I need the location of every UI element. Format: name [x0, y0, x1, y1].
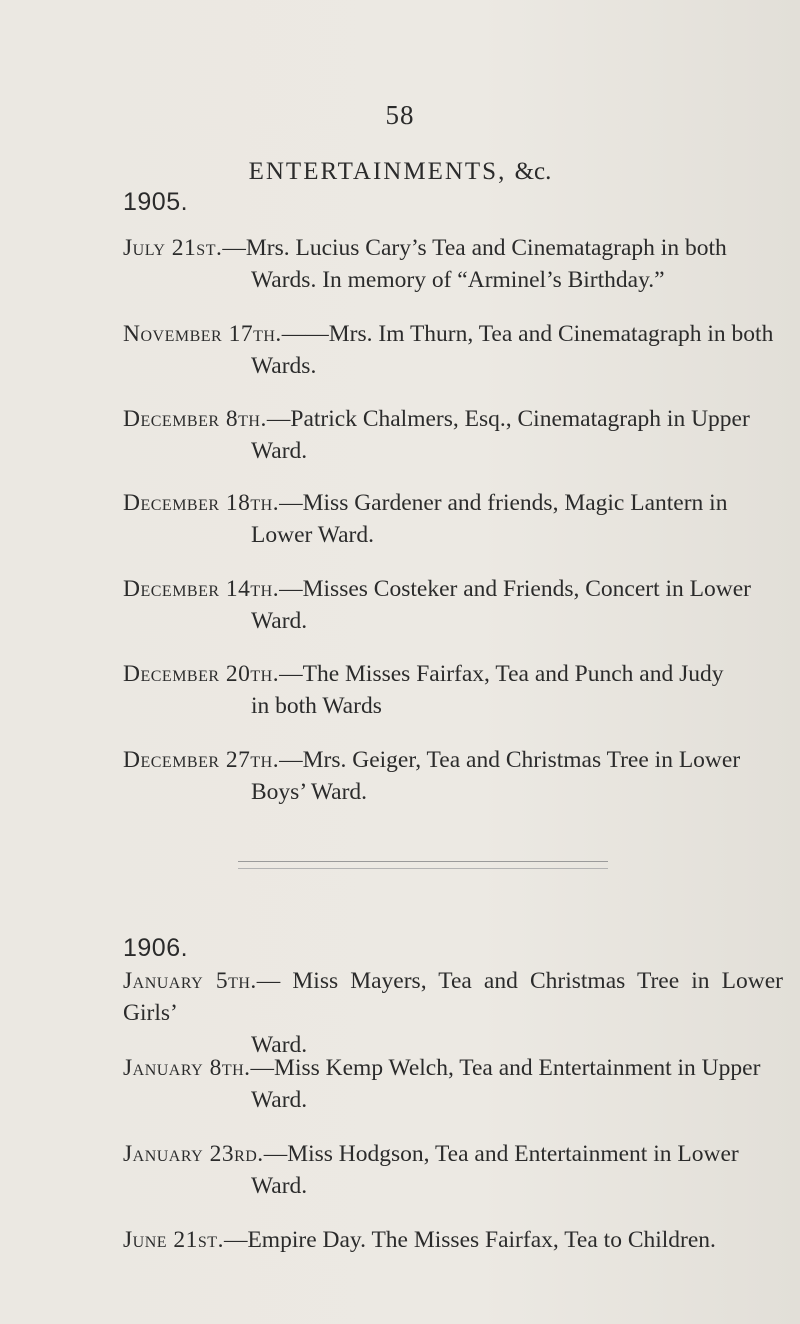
entry-1905-1	[123, 232, 783, 296]
entry-continuation: in both Wards	[251, 693, 382, 719]
entry-text: ——Mrs. Im Thurn, Tea and Cinematagraph in both	[281, 321, 774, 347]
entry-text: —Misses Costeker and Friends, Concert in Lower	[279, 576, 752, 602]
page-heading	[0, 158, 800, 186]
entry-text: —Mrs. Lucius Cary’s Tea and Cinematagraph in both	[222, 235, 727, 261]
year-heading-1905: 1905.	[123, 188, 189, 216]
entry-1905-7	[123, 744, 783, 808]
entry-continuation: Wards. In memory of “Arminel’s Birthday.”	[251, 267, 665, 293]
entry-1905-5	[123, 573, 783, 637]
page-number: 58	[385, 100, 415, 130]
entry-continuation: Ward.	[251, 608, 308, 634]
entry-text: —Miss Hodgson, Tea and Entertainment in Lower	[263, 1141, 739, 1167]
entry-continuation: Ward.	[251, 1032, 308, 1058]
year-heading-1906: 1906.	[123, 934, 189, 962]
entry-continuation: Wards.	[251, 353, 317, 379]
entry-text: —The Misses Fairfax, Tea and Punch and Judy	[279, 661, 724, 687]
section-divider	[238, 861, 608, 869]
entry-1905-2	[123, 318, 783, 382]
entry-1905-3	[123, 403, 783, 467]
entry-date: January 23rd.	[123, 1141, 264, 1167]
entry-1905-4	[123, 487, 783, 551]
entry-date: November 17th.	[123, 321, 282, 347]
entry-text: — Miss Mayers, Tea and Christmas Tree in Lower Girls’	[123, 968, 783, 1026]
entry-text: —Miss Gardener and friends, Magic Lantern in	[279, 490, 728, 516]
heading-title: ENTERTAINMENTS,	[248, 158, 507, 185]
entry-date: June 21st.	[123, 1227, 224, 1253]
entry-continuation: Ward.	[251, 1173, 308, 1199]
entry-date: December 14th.	[123, 576, 280, 602]
entry-date: December 27th.	[123, 747, 280, 773]
entry-date: December 8th.	[123, 406, 267, 432]
entry-1906-3	[123, 1138, 783, 1202]
entry-date: January 5th.	[123, 968, 257, 994]
entry-1905-6	[123, 658, 783, 722]
entry-date: July 21st.	[123, 235, 223, 261]
heading-suffix: &c.	[514, 158, 552, 185]
entry-text: —Miss Kemp Welch, Tea and Entertainment in Upper	[250, 1055, 761, 1081]
entry-text: —Mrs. Geiger, Tea and Christmas Tree in Lower	[279, 747, 741, 773]
entry-continuation: Boys’ Ward.	[251, 779, 368, 805]
entry-date: January 8th.	[123, 1055, 251, 1081]
entry-text: —Empire Day. The Misses Fairfax, Tea to Children.	[223, 1227, 716, 1253]
entry-continuation: Lower Ward.	[251, 522, 374, 548]
entry-date: December 20th.	[123, 661, 280, 687]
entry-1906-1	[123, 965, 783, 1061]
entry-date: December 18th.	[123, 490, 280, 516]
entry-1906-2	[123, 1052, 783, 1116]
entry-text: —Patrick Chalmers, Esq., Cinematagraph in Upper	[266, 406, 750, 432]
entry-continuation: Ward.	[251, 438, 308, 464]
entry-1906-4	[123, 1224, 783, 1256]
entry-continuation: Ward.	[251, 1087, 308, 1113]
